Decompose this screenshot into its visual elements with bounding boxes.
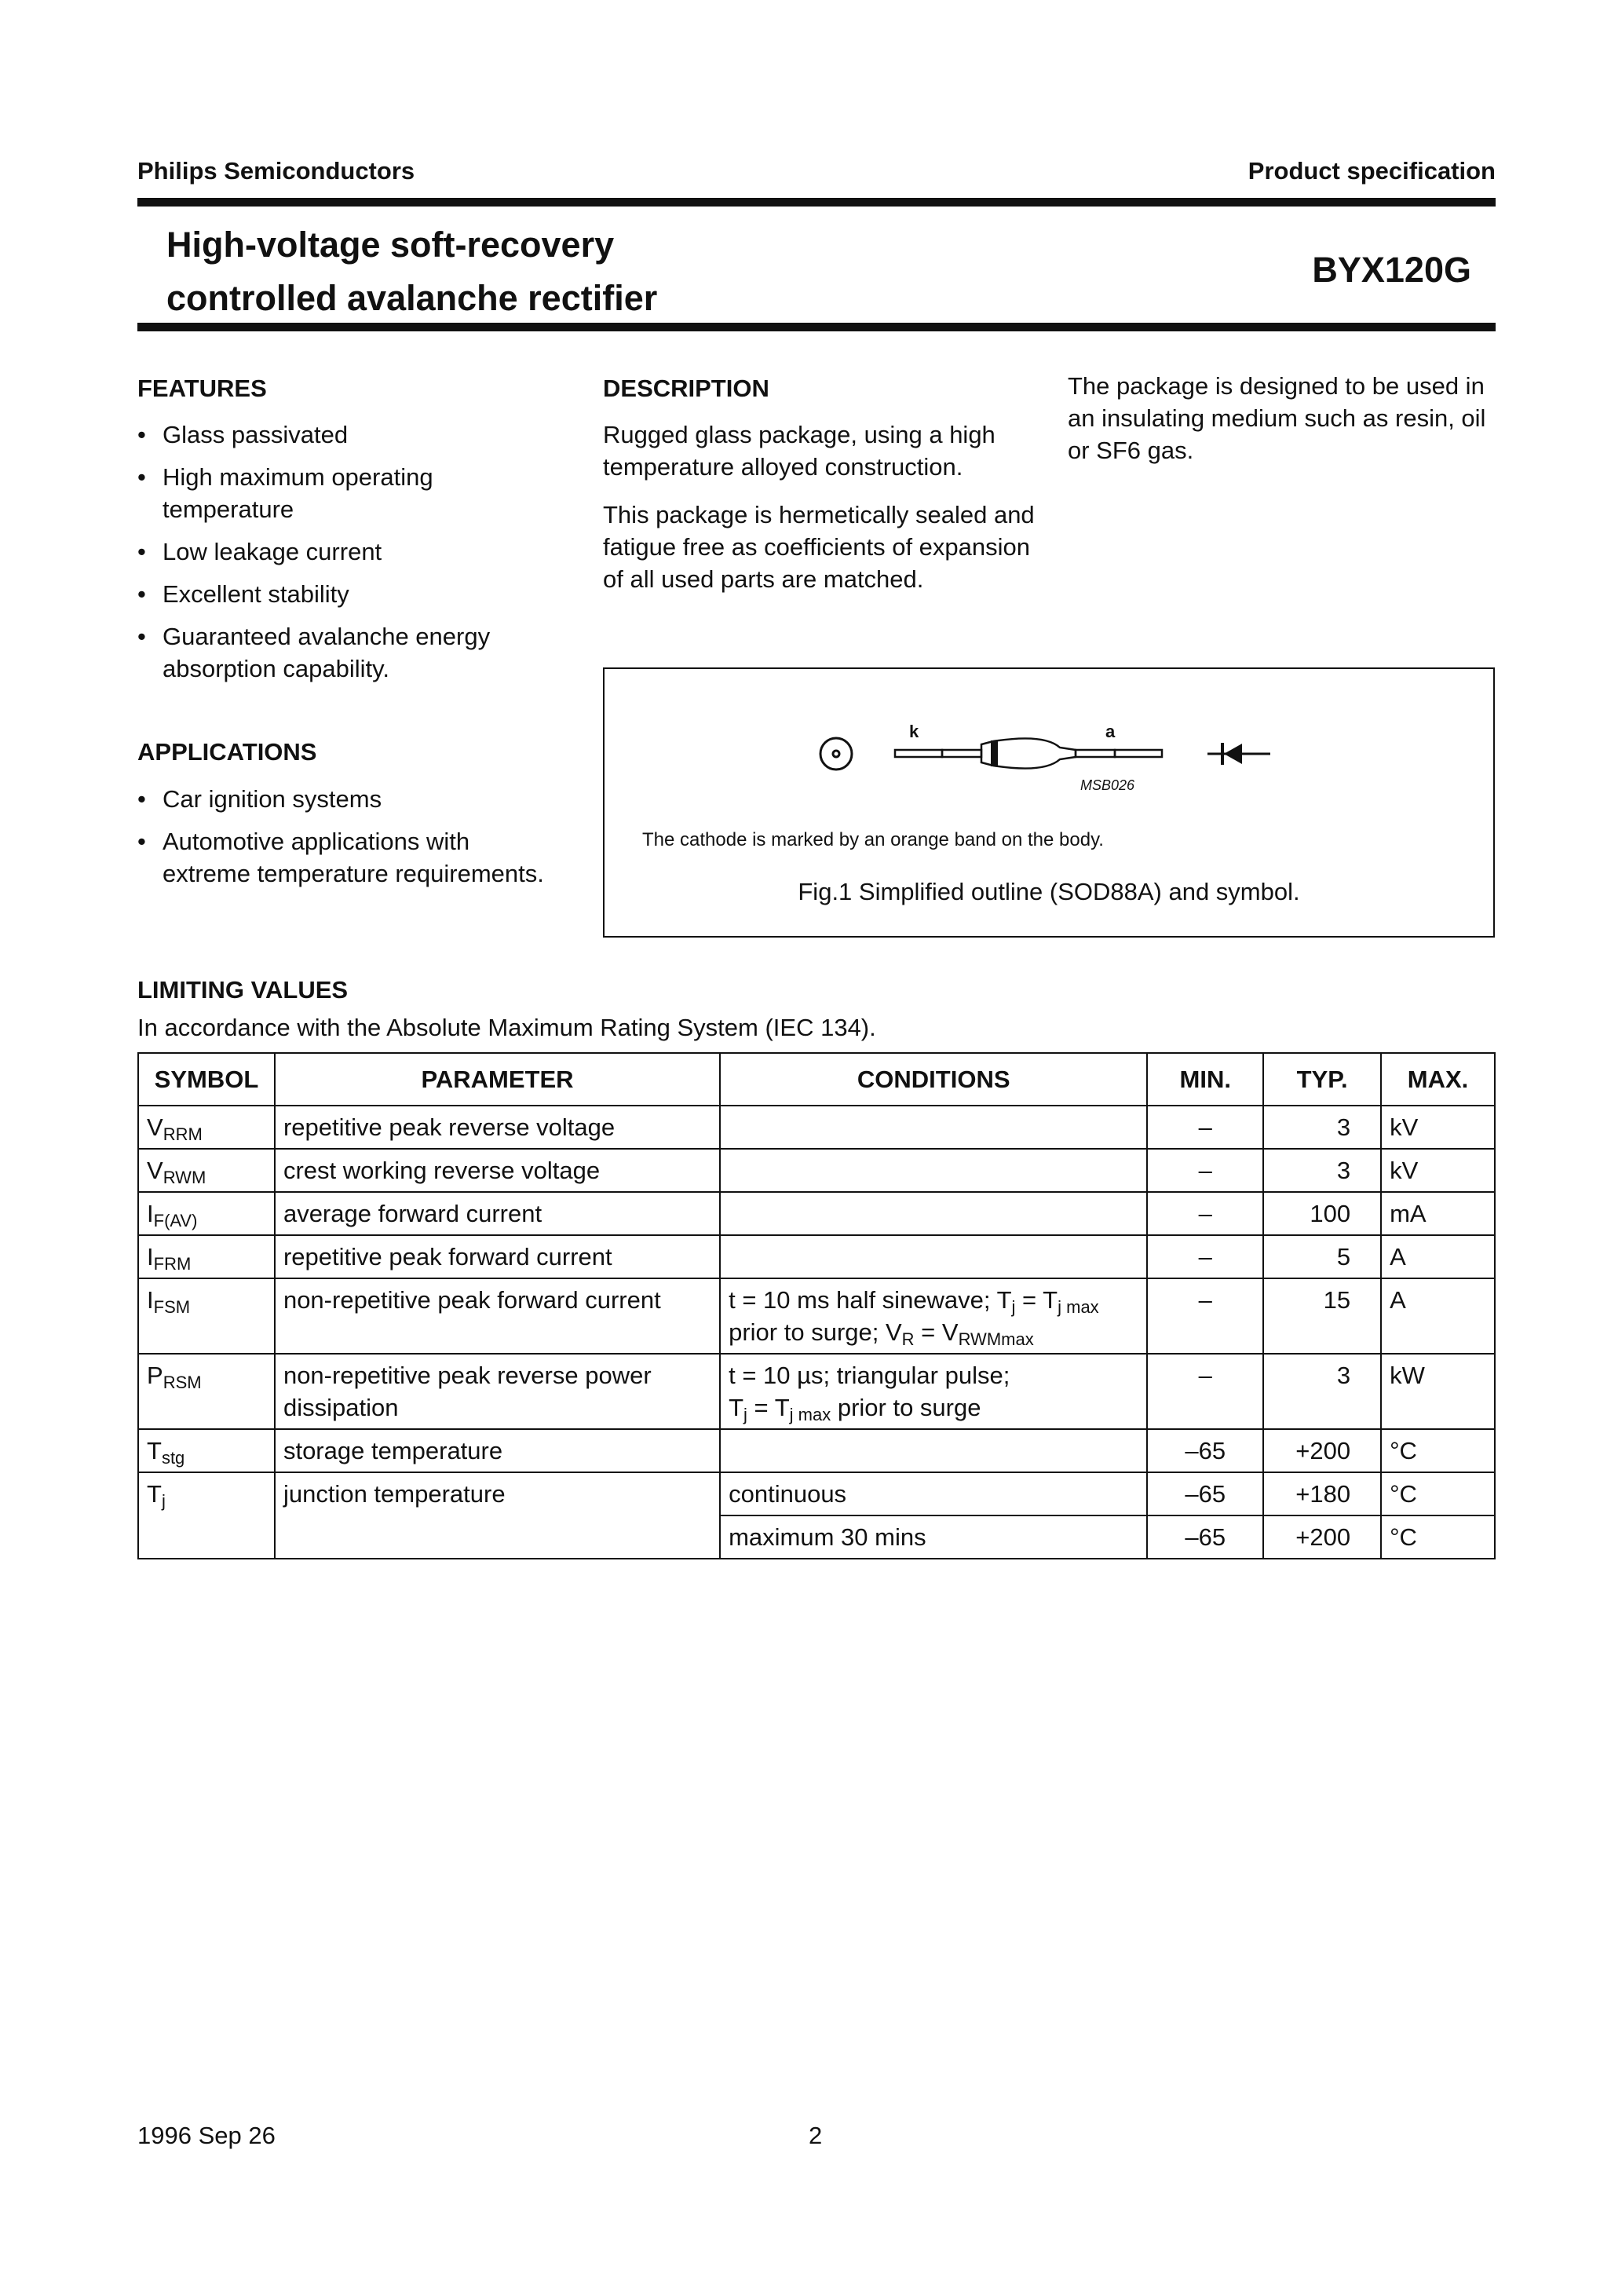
doc-type: Product specification [1248, 157, 1496, 185]
min-cell: – [1147, 1235, 1263, 1278]
title-line-2: controlled avalanche rectifier [166, 278, 658, 318]
description-para-2: This package is hermetically sealed and fatigue free as coefficients of expansion of all used parts are matched. [603, 501, 1035, 593]
min-cell: –65 [1147, 1472, 1263, 1515]
figure-code: MSB026 [1080, 777, 1135, 793]
conditions-cell: maximum 30 mins [720, 1515, 1147, 1559]
typ-cell: +200 [1263, 1515, 1381, 1559]
table-row [138, 1278, 1495, 1354]
table-row [138, 1354, 1495, 1429]
max-cell: kV [1381, 1149, 1495, 1192]
symbol-cell: $V_{RWM}$ [138, 1149, 275, 1192]
parameter-cell: repetitive peak forward current [275, 1235, 720, 1278]
conditions-cell [720, 1235, 1147, 1278]
symbol-cell: $V_{RRM}$ [138, 1106, 275, 1149]
list-item: • High maximum operating temperature [137, 461, 546, 525]
max-cell: A [1381, 1235, 1495, 1278]
col-header: CONDITIONS [720, 1053, 1147, 1106]
typ-cell: 15 [1263, 1278, 1381, 1354]
symbol-cell: $I_{FSM}$ [138, 1278, 275, 1354]
description-para-1: Rugged glass package, using a high temperature alloyed construction. [603, 421, 995, 481]
col-header: MIN. [1147, 1053, 1263, 1106]
cathode-label: k [909, 722, 919, 741]
company-name: Philips Semiconductors [137, 157, 415, 185]
footer-date: 1996 Sep 26 [137, 2122, 276, 2149]
typ-cell: 3 [1263, 1106, 1381, 1149]
features-heading: FEATURES [137, 375, 267, 402]
max-cell: kW [1381, 1354, 1495, 1429]
parameter-cell: average forward current [275, 1192, 720, 1235]
list-item: • Excellent stability [137, 578, 546, 610]
symbol-cell: $T_{stg}$ [138, 1429, 275, 1472]
symbol-cell: $T_j$ [138, 1472, 275, 1559]
figure-caption: Fig.1 Simplified outline (SOD88A) and symbol. [798, 878, 1300, 905]
max-cell: °C [1381, 1515, 1495, 1559]
max-cell: mA [1381, 1192, 1495, 1235]
figure-note: The cathode is marked by an orange band on the body. [642, 829, 1104, 850]
max-cell: kV [1381, 1106, 1495, 1149]
conditions-cell [720, 1192, 1147, 1235]
min-cell: –65 [1147, 1515, 1263, 1559]
symbol-cell: $I_{FRM}$ [138, 1235, 275, 1278]
limiting-values-table [137, 1052, 1496, 1559]
parameter-cell: repetitive peak reverse voltage [275, 1106, 720, 1149]
limiting-values-subtitle: In accordance with the Absolute Maximum Rating System (IEC 134). [137, 1014, 876, 1041]
min-cell: – [1147, 1106, 1263, 1149]
typ-cell: +180 [1263, 1472, 1381, 1515]
features-list [137, 419, 546, 695]
list-item: • Low leakage current [137, 536, 546, 568]
conditions-cell [720, 1149, 1147, 1192]
col-header: PARAMETER [275, 1053, 720, 1106]
conditions-cell [720, 1106, 1147, 1149]
min-cell: – [1147, 1149, 1263, 1192]
max-cell: °C [1381, 1429, 1495, 1472]
parameter-cell: storage temperature [275, 1429, 720, 1472]
anode-label: a [1105, 722, 1116, 741]
typ-cell: +200 [1263, 1429, 1381, 1472]
applications-heading: APPLICATIONS [137, 738, 317, 766]
cathode-lead-inner [942, 750, 981, 757]
applications-list [137, 783, 546, 900]
figure-box [603, 667, 1495, 938]
min-cell: – [1147, 1192, 1263, 1235]
cathode-lead [895, 750, 942, 757]
col-header: TYP. [1263, 1053, 1381, 1106]
typ-cell: 5 [1263, 1235, 1381, 1278]
typ-cell: 3 [1263, 1149, 1381, 1192]
description-heading: DESCRIPTION [603, 375, 769, 402]
title-line-1: High-voltage soft-recovery [166, 225, 615, 265]
typ-cell: 3 [1263, 1354, 1381, 1429]
limiting-values-heading: LIMITING VALUES [137, 976, 349, 1004]
symbol-cell: $P_{RSM}$ [138, 1354, 275, 1429]
min-cell: –65 [1147, 1429, 1263, 1472]
table-row [138, 1235, 1495, 1278]
description-body [603, 419, 1043, 611]
conditions-cell: t = 10 µs; triangular pulse; $T_j = T_{j max}$ prior to surge [720, 1354, 1147, 1429]
anode-lead [1115, 750, 1162, 757]
title-rule [137, 323, 1496, 331]
page-title [166, 218, 657, 325]
conditions-cell: continuous [720, 1472, 1147, 1515]
max-cell: A [1381, 1278, 1495, 1354]
list-item: • Glass passivated [137, 419, 546, 451]
conditions-cell: t = 10 ms half sinewave; $T_j = T_{j max}$ prior to surge; $V_R = V_{RWMmax}$ [720, 1278, 1147, 1354]
part-number: BYX120G [1312, 250, 1471, 290]
table-row [138, 1149, 1495, 1192]
anode-lead-inner [1076, 750, 1115, 757]
diode-symbol-icon [1224, 744, 1242, 764]
parameter-cell: non-repetitive peak reverse power dissipation [275, 1354, 720, 1429]
min-cell: – [1147, 1354, 1263, 1429]
table-row [138, 1429, 1495, 1472]
page-number: 2 [809, 2122, 823, 2149]
max-cell: °C [1381, 1472, 1495, 1515]
typ-cell: 100 [1263, 1192, 1381, 1235]
description-para-3: The package is designed to be used in an insulating medium such as resin, oil or SF6 gas. [1068, 372, 1486, 464]
header-rule [137, 198, 1496, 207]
parameter-cell: crest working reverse voltage [275, 1149, 720, 1192]
end-view-circle [820, 738, 852, 770]
table-header-row [138, 1053, 1495, 1106]
cathode-band [991, 740, 998, 766]
col-header: MAX. [1381, 1053, 1495, 1106]
end-view-dot [833, 751, 839, 757]
table-row [138, 1106, 1495, 1149]
table-row [138, 1192, 1495, 1235]
list-item: • Guaranteed avalanche energy absorption capability. [137, 620, 546, 685]
parameter-cell: junction temperature [275, 1472, 720, 1559]
table-row [138, 1472, 1495, 1515]
symbol-cell: $I_{F(AV)}$ [138, 1192, 275, 1235]
list-item: • Automotive applications with extreme temperature requirements. [137, 825, 546, 890]
parameter-cell: non-repetitive peak forward current [275, 1278, 720, 1354]
list-item: • Car ignition systems [137, 783, 546, 815]
conditions-cell [720, 1429, 1147, 1472]
col-header: SYMBOL [138, 1053, 275, 1106]
min-cell: – [1147, 1278, 1263, 1354]
